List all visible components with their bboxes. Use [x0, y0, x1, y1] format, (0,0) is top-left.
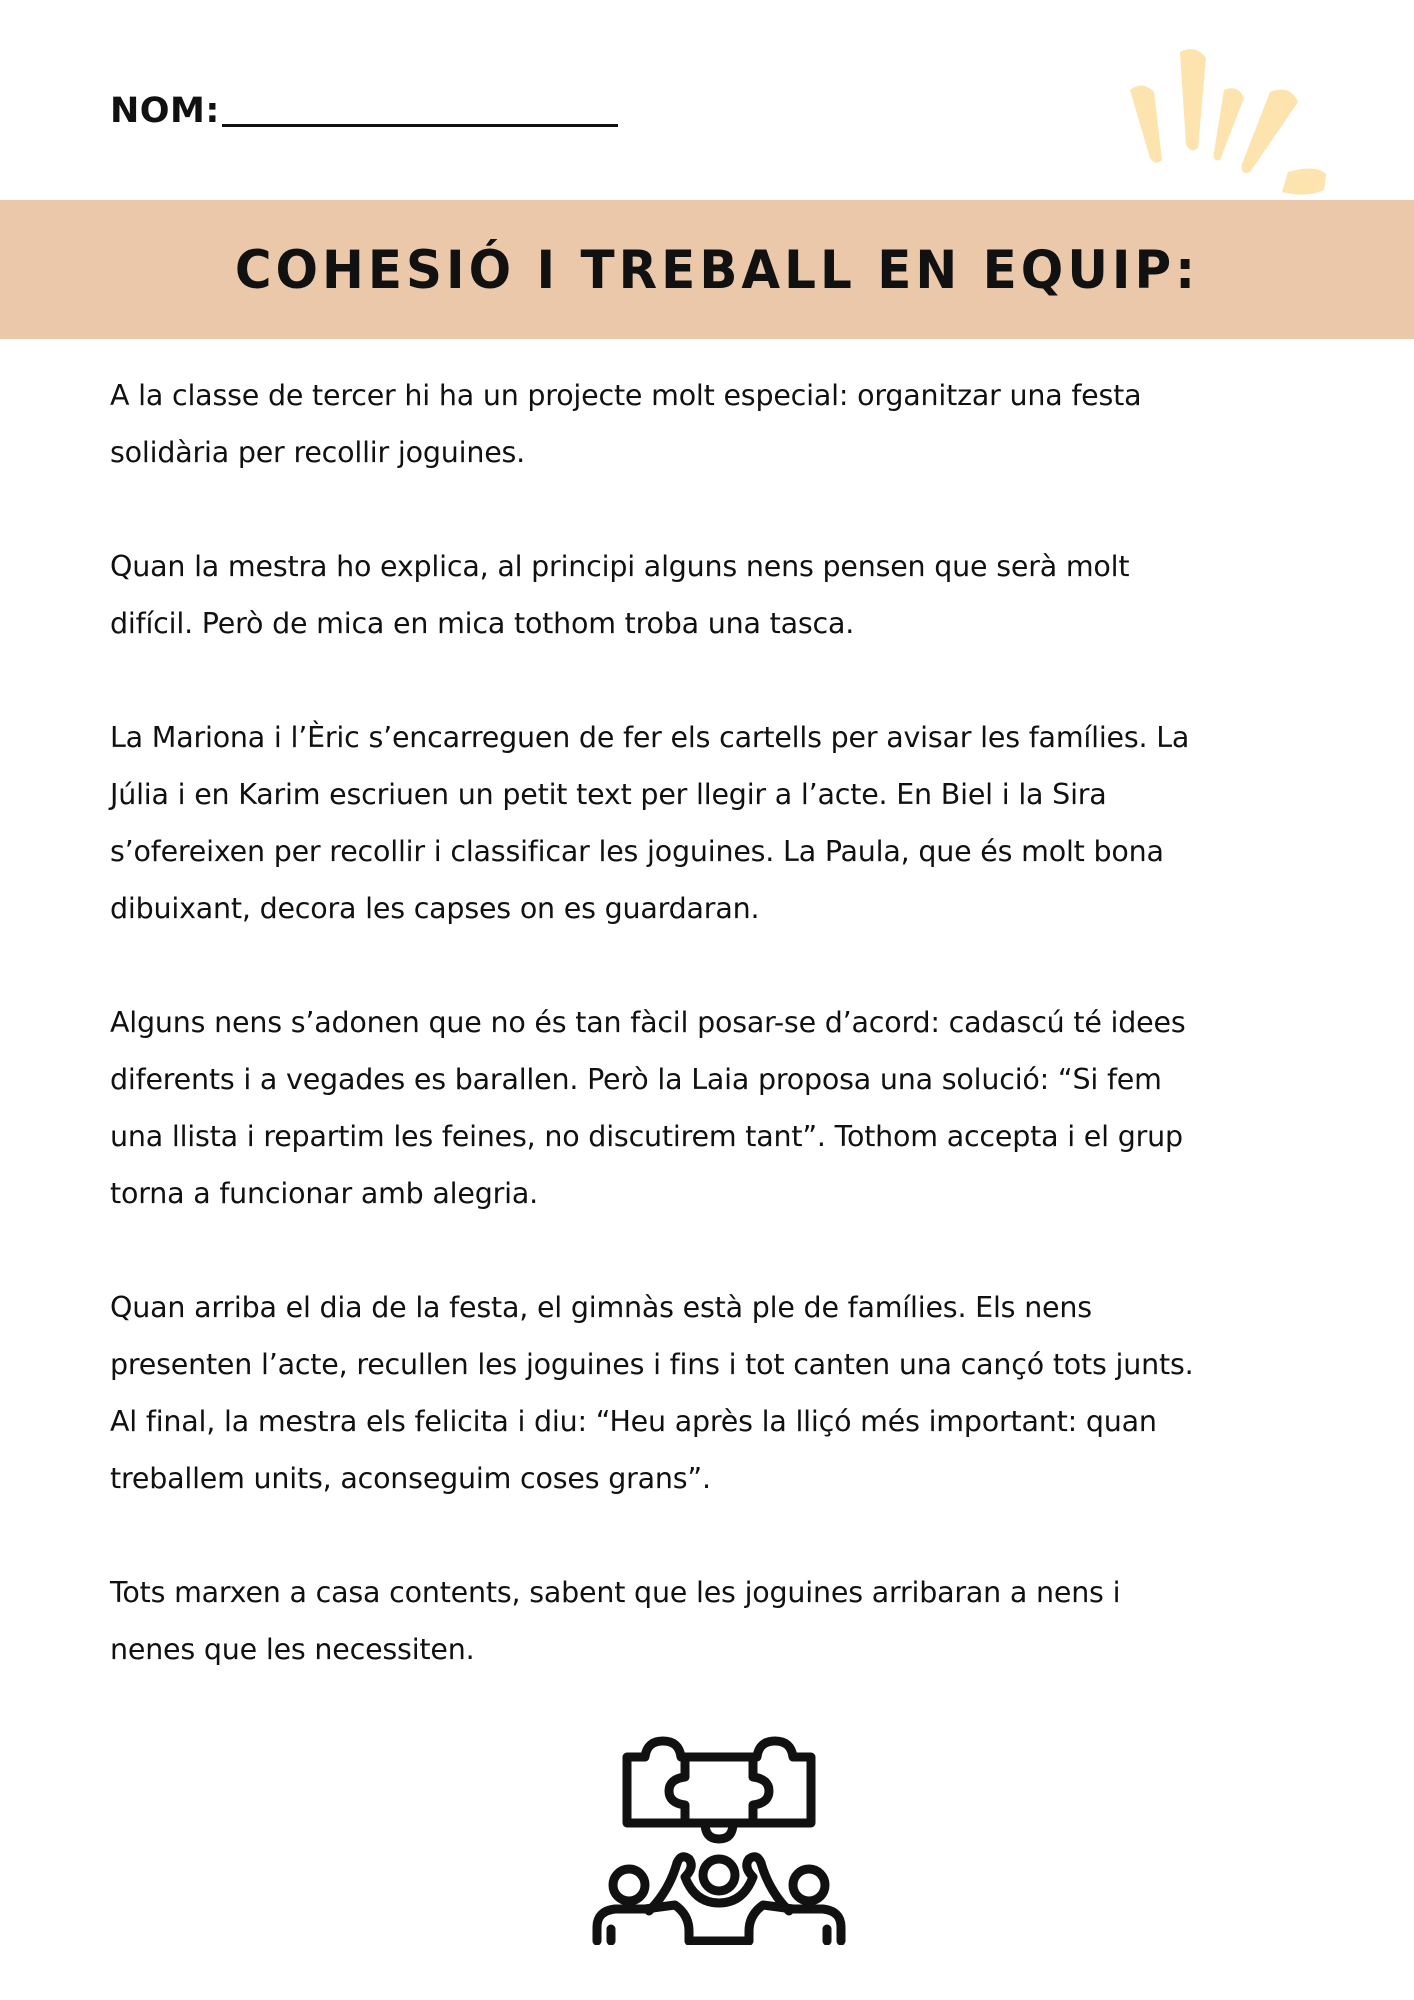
story-line: A la classe de tercer hi ha un projecte molt especial: organitzar una festa [110, 379, 1142, 412]
story-line: nenes que les necessiten. [110, 1633, 475, 1666]
story-line: Júlia i en Karim escriuen un petit text per llegir a l’acte. En Biel i la Sira [110, 778, 1107, 811]
story-line: dibuixant, decora les capses on es guardaran. [110, 892, 760, 925]
story-line: s’ofereixen per recollir i classificar les joguines. La Paula, que és molt bona [110, 835, 1164, 868]
story-line: Alguns nens s’adonen que no és tan fàcil posar-se d’acord: cadascú té idees [110, 1006, 1186, 1039]
story-line: solidària per recollir joguines. [110, 436, 526, 469]
story-line: treballem units, aconseguim coses grans”. [110, 1462, 711, 1495]
story-line: Quan arriba el dia de la festa, el gimnàs està ple de famílies. Els nens [110, 1291, 1092, 1324]
name-blank-line[interactable] [222, 124, 618, 127]
story-line: presenten l’acte, recullen les joguines i fins i tot canten una cançó tots junts. [110, 1348, 1194, 1381]
story-line: Tots marxen a casa contents, sabent que les joguines arribaran a nens i [110, 1576, 1121, 1609]
teamwork-puzzle-icon [585, 1735, 855, 1945]
story-line: Al final, la mestra els felicita i diu: “Heu après la lliçó més important: quan [110, 1405, 1157, 1438]
story-line: torna a funcionar amb alegria. [110, 1177, 538, 1210]
story-line: una llista i repartim les feines, no discutirem tant”. Tothom accepta i el grup [110, 1120, 1183, 1153]
story-paragraph [110, 367, 1310, 481]
name-label: NOM: [110, 91, 220, 131]
sunburst-icon [1120, 40, 1360, 200]
story-line: La Mariona i l’Èric s’encarreguen de fer els cartells per avisar les famílies. La [110, 721, 1190, 754]
story-body [110, 367, 1310, 1735]
story-paragraph [110, 709, 1310, 937]
story-paragraph [110, 994, 1310, 1222]
story-line: Quan la mestra ho explica, al principi alguns nens pensen que serà molt [110, 550, 1130, 583]
story-line: diferents i a vegades es barallen. Però la Laia proposa una solució: “Si fem [110, 1063, 1162, 1096]
story-paragraph [110, 1564, 1310, 1678]
story-paragraph [110, 538, 1310, 652]
story-paragraph [110, 1279, 1310, 1507]
page-title: COHESIÓ I TREBALL EN EQUIP: [234, 239, 1200, 300]
name-field-row [110, 91, 618, 131]
title-band [0, 200, 1414, 339]
story-line: difícil. Però de mica en mica tothom troba una tasca. [110, 607, 855, 640]
